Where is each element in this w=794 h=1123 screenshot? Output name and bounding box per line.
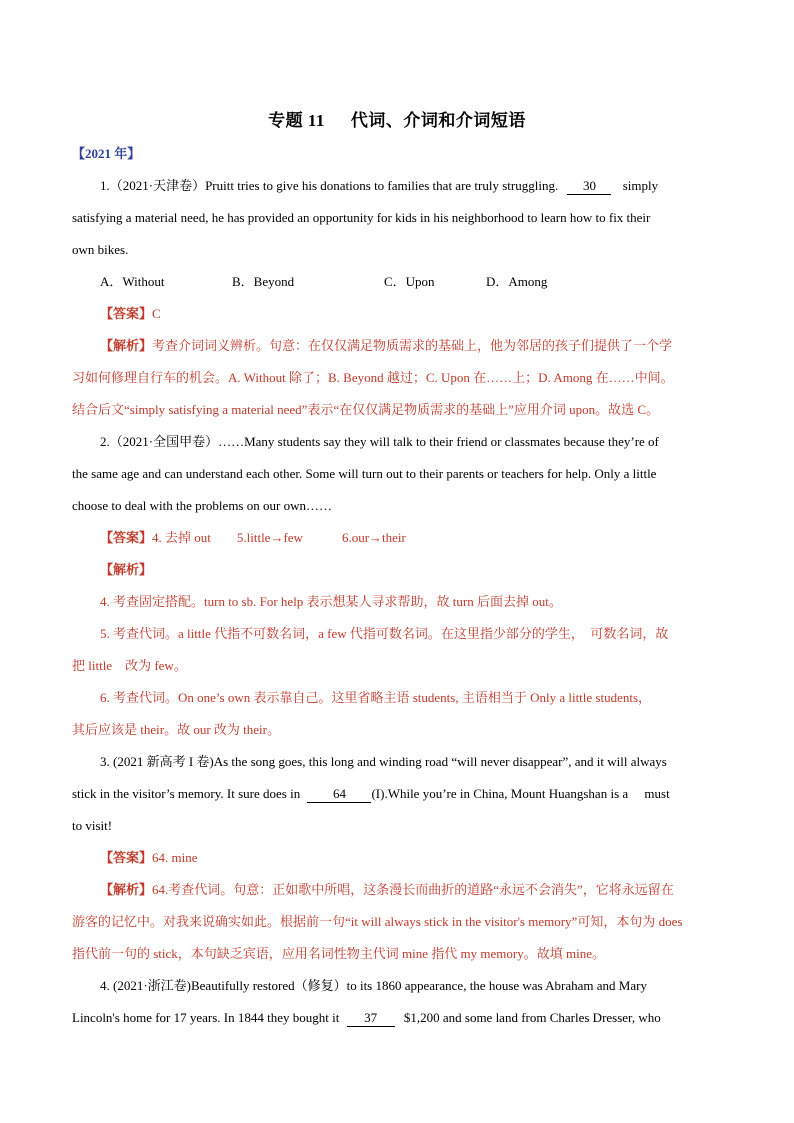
q1-line3: own bikes. xyxy=(72,242,129,257)
q3-analysis-text1: 64.考查代词。句意：正如歌中所唱，这条漫长而曲折的道路“永远不会消失”，它将永远留在 xyxy=(152,882,674,897)
q3-line1: 3. (2021 新高考 I 卷)As the song goes, this long and winding road “will never disappear”, and it will always xyxy=(100,754,667,769)
q2-analysis-5-line1: 5. 考查代词。a little 代指不可数名词，a few 代指可数名词。在这里指少部分的学生， 可数名词，故 xyxy=(100,626,669,641)
q1-line1-text: 1.（2021·天津卷）Pruitt tries to give his donations to families that are truly struggling. xyxy=(100,178,559,193)
q2-analysis-6-line1: 6. 考查代词。On one’s own 表示靠自己。这里省略主语 students, 主语相当于 Only a little students， xyxy=(100,690,652,705)
q2-line2: the same age and can understand each other. Some will turn out to their parents or teachers for help. Only a little xyxy=(72,466,657,481)
q1-line2: satisfying a material need, he has provided an opportunity for kids in his neighborhood to learn how to fix their xyxy=(72,210,651,225)
q1-blank: 30 xyxy=(567,178,611,195)
q1-analysis-text1: 考查介词词义辨析。句意：在仅仅满足物质需求的基础上，他为邻居的孩子们提供了一个学 xyxy=(152,338,673,353)
q1-line1 xyxy=(100,178,732,195)
q3-line2-post: (I).While you’re in China, Mount Huangshan is a must xyxy=(371,786,670,801)
q4-line2-post: $1,200 and some land from Charles Dresser, who xyxy=(403,1010,661,1025)
q3-answer xyxy=(100,850,760,866)
q3-line2-text: stick in the visitor’s memory. It sure does in xyxy=(72,786,301,801)
q2-answer-value: 4. 去掉 out 5.little→few 6.our→their xyxy=(152,530,406,545)
q3-answer-label: 【答案】 xyxy=(100,850,153,865)
q4-line1: 4. (2021·浙江卷)Beautifully restored（修复）to its 1860 appearance, the house was Abraham and Mary xyxy=(100,978,647,993)
q4-blank: 37 xyxy=(347,1010,395,1027)
q3-answer-value: 64. mine xyxy=(152,850,198,865)
q3-line2 xyxy=(72,786,732,803)
q1-answer-label: 【答案】 xyxy=(100,306,153,321)
q2-answer-label: 【答案】 xyxy=(100,530,153,545)
section-year-heading: 【2021 年】 xyxy=(72,146,141,161)
q2-answer xyxy=(100,530,760,546)
q3-blank: 64 xyxy=(307,786,371,803)
q1-line1-post: simply xyxy=(622,178,659,193)
q3-analysis-line1 xyxy=(100,882,760,898)
q2-analysis-5-line2: 把 little 改为 few。 xyxy=(72,658,187,673)
q1-options xyxy=(100,274,760,290)
q1-option-b: B．Beyond xyxy=(232,274,295,289)
q4-line2-text: Lincoln's home for 17 years. In 1844 they bought it xyxy=(72,1010,340,1025)
q2-analysis-6-line2: 其后应该是 their。故 our 改为 their。 xyxy=(72,722,280,737)
q4-line2 xyxy=(72,1010,732,1027)
q1-analysis-line1 xyxy=(100,338,760,354)
q1-analysis-line2: 习如何修理自行车的机会。A. Without 除了；B. Beyond 越过；C. Upon 在……上；D. Among 在……中间。 xyxy=(72,370,674,385)
q1-analysis-line3: 结合后文“simply satisfying a material need”表示“在仅仅满足物质需求的基础上”应用介词 upon。故选 C。 xyxy=(72,402,660,417)
title-main: 代词、介词和介词短语 xyxy=(350,111,526,130)
q3-line3: to visit! xyxy=(72,818,113,833)
q3-analysis-line3: 指代前一句的 stick，本句缺乏宾语，应用名词性物主代词 mine 指代 my memory。故填 mine。 xyxy=(72,946,605,961)
q2-analysis-4: 4. 考查固定搭配。turn to sb. For help 表示想某人寻求帮助，故 turn 后面去掉 out。 xyxy=(100,594,562,609)
q2-line1: 2.（2021·全国甲卷）……Many students say they will talk to their friend or classmates because they’re of xyxy=(100,434,659,449)
q2-analysis-heading xyxy=(100,562,760,578)
q1-answer-value: C xyxy=(152,306,161,321)
q2-line3: choose to deal with the problems on our own…… xyxy=(72,498,332,513)
page-title xyxy=(0,106,794,131)
q1-option-d: D．Among xyxy=(486,274,548,289)
q3-analysis-label: 【解析】 xyxy=(100,882,153,897)
q1-analysis-label: 【解析】 xyxy=(100,338,153,353)
q1-option-c: C．Upon xyxy=(384,274,435,289)
q3-analysis-line2: 游客的记忆中。对我来说确实如此。根据前一句“it will always stick in the visitor's memory”可知，本句为 does xyxy=(72,914,683,929)
q2-analysis-label: 【解析】 xyxy=(100,562,153,577)
q1-option-a: A．Without xyxy=(100,274,165,289)
q1-answer xyxy=(100,306,760,322)
title-prefix: 专题 11 xyxy=(268,111,325,130)
